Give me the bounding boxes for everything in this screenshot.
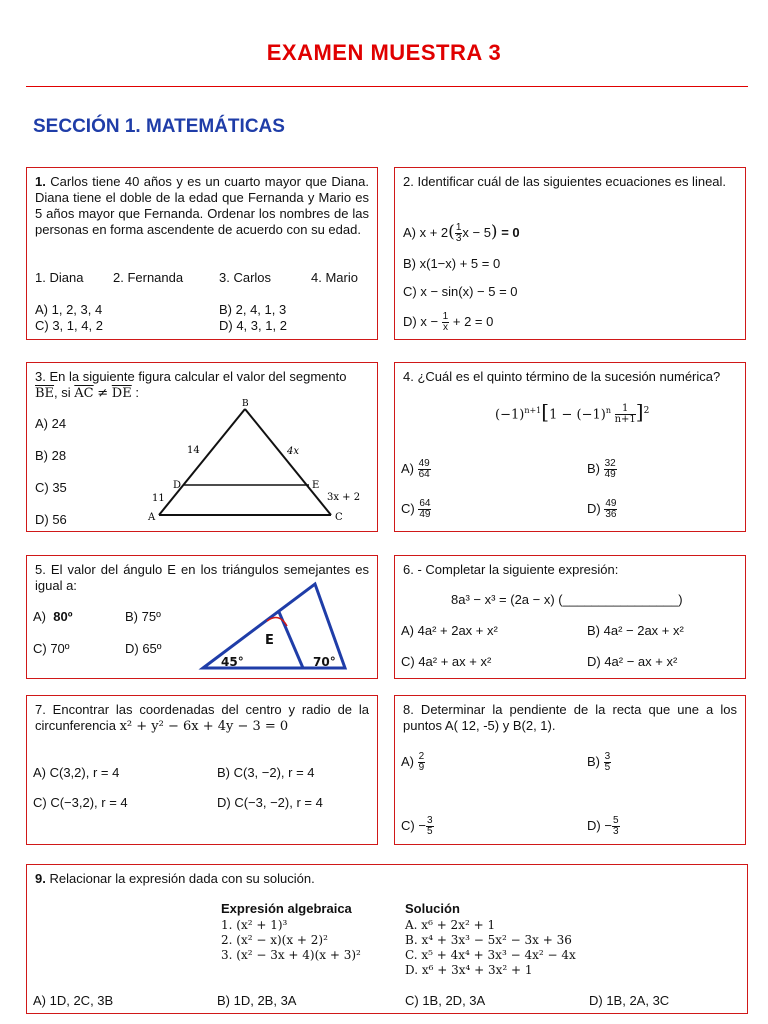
option-c[interactable]: C) C(−3,2), r = 4 — [33, 795, 128, 810]
option-d[interactable]: D) − $\frac{5}{3}$ — [587, 815, 619, 837]
option-d[interactable]: D) $\frac{49}{36}$ — [587, 498, 617, 520]
option-b[interactable]: B) 2, 4, 1, 3 — [219, 302, 287, 317]
question-6-text: 6. - Completar la siguiente expresión: — [403, 562, 619, 577]
option-c[interactable]: C) 1B, 2D, 3A — [405, 993, 486, 1008]
option-a[interactable]: A) $\frac{49}{64}$ — [401, 458, 430, 480]
question-7-text: 7. Encontrar las coordenadas del centro y radio de la circunferencia x² + y² − 6x + 4y − 3 = 0 — [35, 702, 369, 734]
fraction: $\frac{2}{9}$ — [418, 751, 425, 773]
fraction: $\frac{49}{36}$ — [605, 498, 617, 520]
option-d-suffix: + 2 = 0 — [452, 313, 494, 329]
fraction: $\frac{3}{5}$ — [604, 751, 611, 773]
name-carlos: 3. Carlos — [219, 270, 272, 285]
expression-2: 2. (x² − x)(x + 2)² — [221, 933, 328, 947]
option-c[interactable]: C) $\frac{64}{49}$ — [401, 498, 431, 520]
solution-d: D. x⁶ + 3x⁴ + 3x² + 1 — [405, 963, 533, 977]
fraction: $\frac{49}{64}$ — [418, 458, 430, 480]
option-c[interactable]: C) 3, 1, 4, 2 — [35, 318, 103, 333]
solution-b: B. x⁴ + 3x³ − 5x² − 3x + 36 — [405, 933, 572, 947]
solution-column-heading: Solución — [405, 901, 460, 916]
question-8-text: 8. Determinar la pendiente de la recta que une a los puntos A( 12, -5) y B(2, 1). — [403, 702, 737, 733]
label-4x: 4x — [287, 446, 300, 457]
label-14: 14 — [187, 445, 200, 456]
fraction: $\frac{64}{49}$ — [419, 498, 431, 520]
option-a[interactable]: A) 1D, 2C, 3B — [33, 993, 114, 1008]
option-a[interactable]: A) $\frac{2}{9}$ — [401, 751, 425, 773]
option-d[interactable]: D) 4, 3, 1, 2 — [219, 318, 287, 333]
label-b: B — [242, 399, 249, 409]
question-3-condition: $\overline{BE}$, si $\overline{AC} \ne \overline{DE}$ : — [35, 385, 139, 401]
option-d[interactable]: D) 4a² − ax + x² — [587, 654, 678, 669]
fraction: $\frac{5}{3}$ — [612, 815, 619, 837]
option-a[interactable]: A) C(3,2), r = 4 — [33, 765, 120, 780]
option-c[interactable]: C) 35 — [35, 480, 67, 495]
option-c[interactable]: C) 4a² + ax + x² — [401, 654, 492, 669]
name-diana: 1. Diana — [35, 270, 84, 285]
option-b[interactable]: B) 75º — [125, 609, 161, 624]
fraction: $\frac{3}{5}$ — [426, 815, 433, 837]
option-b[interactable]: B) 1D, 2B, 3A — [217, 993, 297, 1008]
fraction: $\frac{1}{n+1}$ — [614, 403, 636, 426]
option-a[interactable]: A) 80º — [33, 609, 73, 624]
question-5 — [26, 555, 378, 679]
option-d[interactable]: D) C(−3, −2), r = 4 — [217, 795, 323, 810]
option-d-prefix: D) x − — [403, 313, 439, 329]
circle-equation: x² + y² − 6x + 4y − 3 = 0 — [119, 719, 289, 734]
option-c[interactable]: C) 70º — [33, 641, 70, 656]
fraction: $\frac{1}{3}$ — [455, 222, 462, 244]
option-b[interactable]: B) 4a² − 2ax + x² — [587, 623, 684, 638]
option-a[interactable]: A) 1, 2, 3, 4 — [35, 302, 103, 317]
fraction: $\frac{1}{x}$ — [442, 311, 449, 333]
question-3-text: 3. En la siguiente figura calcular el valor del segmento — [35, 369, 347, 384]
question-1-number: 1. — [35, 174, 46, 189]
label-d: D — [173, 480, 182, 491]
angle-45-label: 45° — [221, 655, 244, 669]
triangle-figure — [137, 397, 377, 527]
solution-c: C. x⁵ + 4x⁴ + 3x³ − 4x² − 4x — [405, 948, 576, 962]
fraction: $\frac{32}{49}$ — [604, 458, 616, 480]
option-c[interactable]: C) x − sin(x) − 5 = 0 — [403, 284, 518, 299]
question-4-text: 4. ¿Cuál es el quinto término de la sucesión numérica? — [403, 369, 721, 384]
name-fernanda: 2. Fernanda — [113, 270, 184, 285]
expression-1: 1. (x² + 1)³ — [221, 918, 288, 932]
angle-e-label: E — [265, 633, 274, 648]
question-3 — [26, 362, 378, 532]
option-b[interactable]: B) x(1−x) + 5 = 0 — [403, 256, 501, 271]
option-a[interactable]: A) x + 2( $\frac{1}{3}$ x − 5) = 0 — [403, 221, 520, 244]
option-a-inner: x − 5 — [462, 224, 491, 240]
question-1-text — [35, 174, 369, 238]
option-a-prefix: A) x + 2 — [403, 224, 449, 240]
section-heading: SECCIÓN 1. MATEMÁTICAS — [33, 116, 285, 137]
expression-3: 3. (x² − 3x + 4)(x + 3)² — [221, 948, 361, 962]
option-c[interactable]: C) − $\frac{3}{5}$ — [401, 815, 433, 837]
label-c: C — [335, 512, 343, 523]
option-b[interactable]: B) C(3, −2), r = 4 — [217, 765, 315, 780]
option-b[interactable]: B) $\frac{3}{5}$ — [587, 751, 611, 773]
question-1-body: Carlos tiene 40 años y es un cuarto mayor que Diana. Diana tiene el doble de la edad que Fernanda y Mario es 5 años mayor que Fernanda. Ordenar los nombres de las personas en forma ascendente de acuerdo con su edad. — [35, 174, 369, 237]
name-mario: 4. Mario — [311, 270, 358, 285]
question-4 — [394, 362, 746, 532]
exam-title: EXAMEN MUESTRA 3 — [266, 40, 502, 65]
question-9-text: 9. Relacionar la expresión dada con su solución. — [35, 871, 315, 886]
expression-column-heading: Expresión algebraica — [221, 901, 352, 916]
option-d[interactable] — [403, 312, 493, 333]
question-9 — [26, 864, 748, 1014]
option-a-eq: = 0 — [501, 224, 520, 240]
question-6 — [394, 555, 746, 679]
question-8 — [394, 695, 746, 845]
question-1 — [26, 167, 378, 340]
option-d[interactable]: D) 1B, 2A, 3C — [589, 993, 670, 1008]
label-e: E — [312, 480, 320, 491]
question-7 — [26, 695, 378, 845]
option-d[interactable]: D) 65º — [125, 641, 162, 656]
similar-triangles-figure — [197, 578, 377, 674]
label-3x2: 3x + 2 — [327, 492, 361, 503]
option-d[interactable]: D) 56 — [35, 512, 67, 527]
option-b[interactable]: B) 28 — [35, 448, 67, 463]
option-a[interactable]: A) 4a² + 2ax + x² — [401, 623, 498, 638]
title-rule — [26, 86, 748, 87]
question-6-expression: 8a³ − x³ = (2a − x) (________________) — [451, 592, 683, 607]
angle-70-label: 70° — [313, 655, 336, 669]
solution-a: A. x⁶ + 2x² + 1 — [405, 918, 496, 932]
question-2 — [394, 167, 746, 340]
label-11: 11 — [152, 493, 165, 504]
option-a[interactable]: A) 24 — [35, 416, 67, 431]
question-2-text: 2. Identificar cuál de las siguientes ecuaciones es lineal. — [403, 174, 727, 189]
option-b[interactable]: B) $\frac{32}{49}$ — [587, 458, 616, 480]
sequence-formula: $(-1)^{n+1}[1 - (-1)^n$ $\frac{1}{n+1}$ ]$^2$ — [495, 399, 650, 426]
question-5-text: 5. El valor del ángulo E en los triángulos semejantes es igual a: — [35, 562, 369, 593]
label-a: A — [148, 512, 156, 523]
